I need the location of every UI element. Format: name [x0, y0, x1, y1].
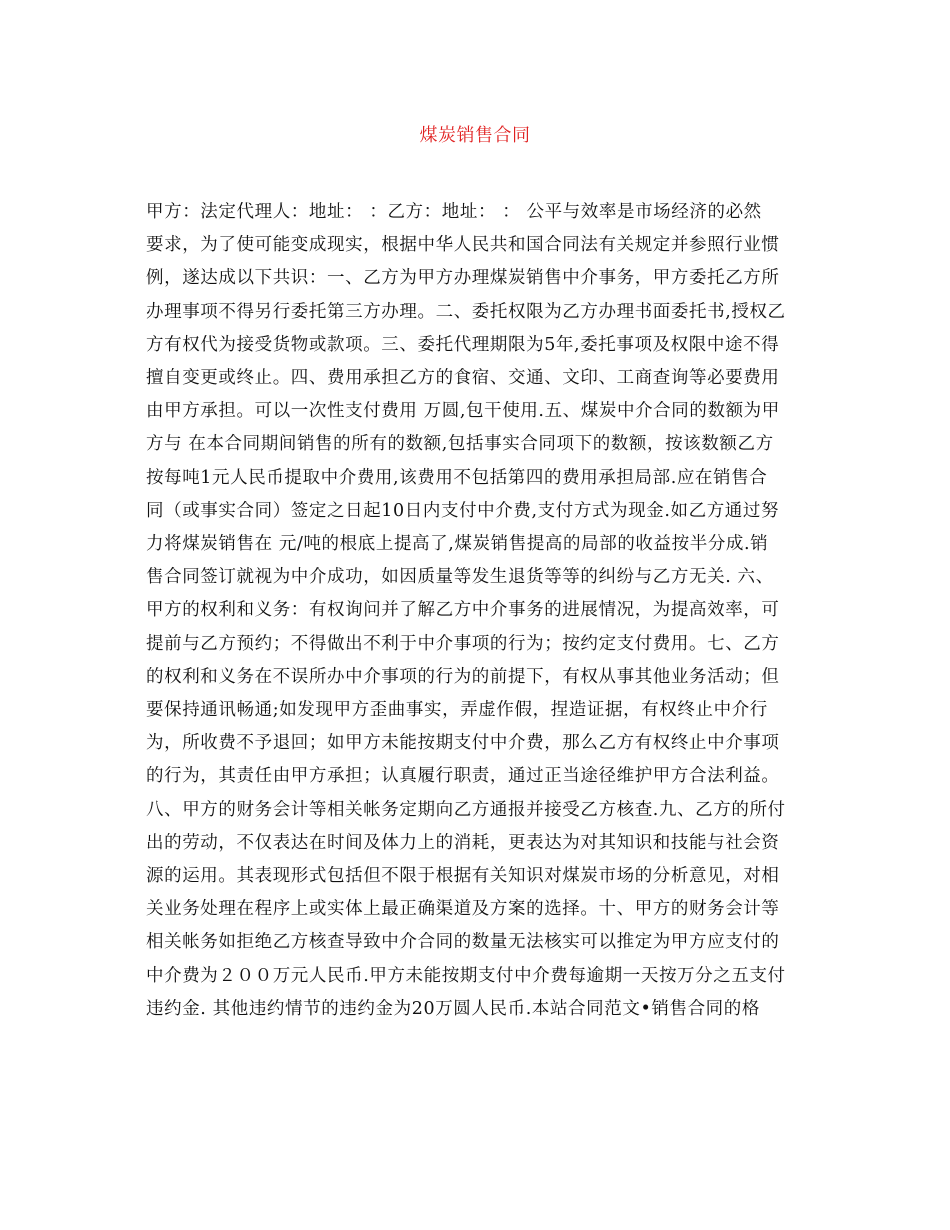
- body-line: 出的劳动，不仅表达在时间及体力上的消耗，更表达为对其知识和技能与社会资: [146, 832, 780, 853]
- body-line: 力将煤炭销售在 元/吨的根底上提高了,煤炭销售提高的局部的收益按半分成.销: [146, 534, 769, 555]
- body-line: 八、甲方的财务会计等相关帐务定期向乙方通报并接受乙方核查.九、乙方的所付: [146, 799, 786, 820]
- body-line: 同（或事实合同）签定之日起10日内支付中介费,支付方式为现金.如乙方通过努: [146, 500, 780, 521]
- body-line: 的行为，其责任由甲方承担；认真履行职责，通过正当途径维护甲方合法利益。: [146, 766, 780, 787]
- body-line: 源的运用。其表现形式包括但不限于根据有关知识对煤炭市场的分析意见，对相: [146, 866, 780, 887]
- body-line: 提前与乙方预约；不得做出不利于中介事项的行为；按约定支付费用。七、乙方: [146, 633, 780, 654]
- body-line: 为，所收费不予退回；如甲方未能按期支付中介费，那么乙方有权终止中介事项: [146, 733, 780, 754]
- contract-body: [146, 196, 810, 1026]
- body-line: 方与 在本合同期间销售的所有的数额,包括事实合同项下的数额，按该数额乙方: [146, 434, 774, 455]
- body-line: 的权利和义务在不误所办中介事项的行为的前提下，有权从事其他业务活动；但: [146, 666, 780, 687]
- body-line: 甲方：法定代理人：地址： ：乙方：地址： ： 公平与效率是市场经济的必然: [146, 202, 762, 222]
- body-line: 售合同签订就视为中介成功，如因质量等发生退货等等的纠纷与乙方无关. 六、: [146, 567, 774, 588]
- body-line: 要求，为了使可能变成现实，根据中华人民共和国合同法有关规定并参照行业惯: [146, 235, 780, 256]
- body-line: 要保持通讯畅通;如发现甲方歪曲事实，弄虚作假，捏造证据，有权终止中介行: [146, 700, 768, 721]
- body-line: 由甲方承担。可以一次性支付费用 万圆,包干使用.五、煤炭中介合同的数额为甲: [146, 401, 780, 422]
- body-line: 擅自变更或终止。四、费用承担乙方的食宿、交通、文印、工商查询等必要费用: [146, 368, 780, 389]
- body-line: 违约金. 其他违约情节的违约金为20万圆人民币.本站合同范文•销售合同的格: [146, 998, 760, 1019]
- body-line: 相关帐务如拒绝乙方核查导致中介合同的数量无法核实可以推定为甲方应支付的: [146, 932, 780, 953]
- body-line: 按每吨1元人民币提取中介费用,该费用不包括第四的费用承担局部.应在销售合: [146, 467, 768, 488]
- body-line: 办理事项不得另行委托第三方办理。二、委托权限为乙方办理书面委托书,授权乙: [146, 301, 786, 322]
- body-line: 例，遂达成以下共识：一、乙方为甲方办理煤炭销售中介事务，甲方委托乙方所: [146, 268, 780, 289]
- body-line: 中介费为２００万元人民币.甲方未能按期支付中介费每逾期一天按万分之五支付: [146, 965, 786, 986]
- body-line: 方有权代为接受货物或款项。三、委托代理期限为5年,委托事项及权限中途不得: [146, 334, 780, 355]
- body-line: 关业务处理在程序上或实体上最正确渠道及方案的选择。十、甲方的财务会计等: [146, 899, 780, 920]
- document-title: 煤炭销售合同: [419, 125, 531, 146]
- body-line: 甲方的权利和义务：有权询问并了解乙方中介事务的进展情况，为提高效率，可: [146, 600, 780, 621]
